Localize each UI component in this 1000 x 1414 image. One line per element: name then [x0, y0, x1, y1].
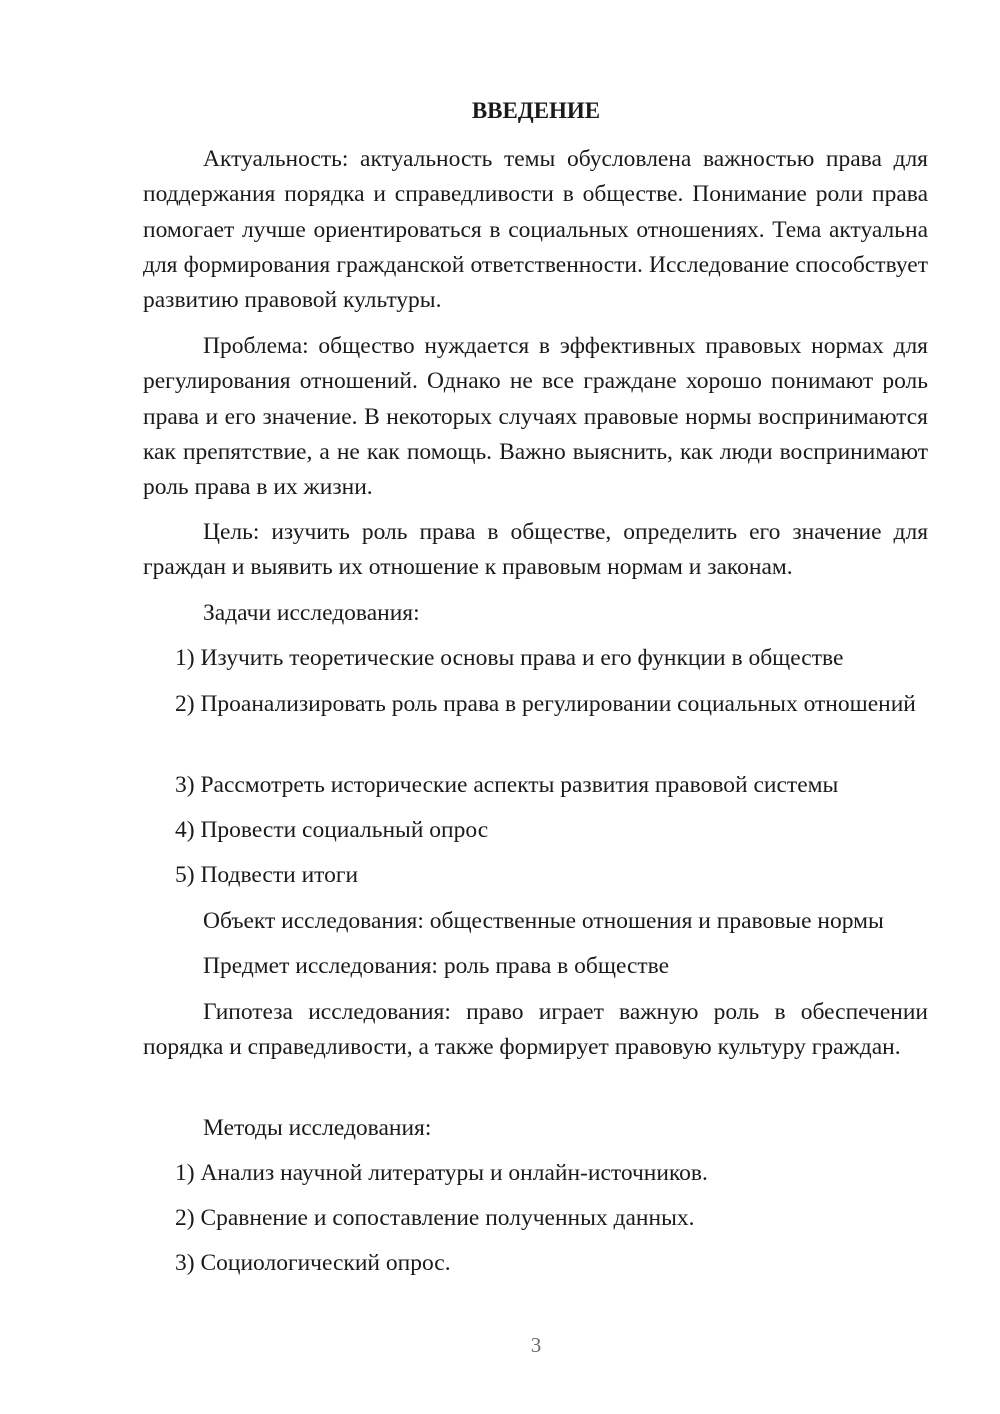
paragraph-object: Объект исследования: общественные отношения и правовые нормы	[203, 908, 884, 934]
list-item-method-2: 2) Сравнение и сопоставление полученных данных.	[175, 1205, 695, 1231]
paragraph-relevance: Актуальность: актуальность темы обусловлена важностью права для поддержания порядка и справедливости в обществе. Понимание роли права помогает лучше ориентироваться в социальных отношениях. Тема актуальна для формирования гражданской ответственности. Исследование способствует развитию правовой культуры.	[143, 146, 928, 314]
list-item-task-2: 2) Проанализировать роль права в регулировании социальных отношений	[175, 691, 916, 717]
list-item-method-3: 3) Социологический опрос.	[175, 1250, 451, 1276]
list-item-method-1: 1) Анализ научной литературы и онлайн-источников.	[175, 1160, 708, 1186]
paragraph-subject: Предмет исследования: роль права в обществе	[203, 953, 670, 979]
list-item-task-3: 3) Рассмотреть исторические аспекты развития правовой системы	[175, 772, 839, 798]
paragraph-goal: Цель: изучить роль права в обществе, определить его значение для граждан и выявить их отношение к правовым нормам и законам.	[143, 519, 928, 581]
paragraph-problem: Проблема: общество нуждается в эффективных правовых нормах для регулирования отношений. Однако не все граждане хорошо понимают роль права и его значение. В некоторых случаях правовые нормы воспринимаются как препятствие, а не как помощь. Важно выяснить, как люди воспринимают роль права в их жизни.	[143, 333, 928, 501]
paragraph-methods-title: Методы исследования:	[203, 1115, 432, 1141]
list-item-task-1: 1) Изучить теоретические основы права и его функции в обществе	[175, 645, 844, 671]
list-item-task-5: 5) Подвести итоги	[175, 862, 359, 888]
list-item-task-4: 4) Провести социальный опрос	[175, 817, 489, 843]
paragraph-tasks-title: Задачи исследования:	[203, 600, 420, 626]
page-number: 3	[530, 1333, 542, 1357]
paragraph-hypothesis: Гипотеза исследования: право играет важную роль в обеспечении порядка и справедливости, а также формирует правовую культуру граждан.	[143, 999, 928, 1061]
section-heading: ВВЕДЕНИЕ	[471, 98, 601, 123]
